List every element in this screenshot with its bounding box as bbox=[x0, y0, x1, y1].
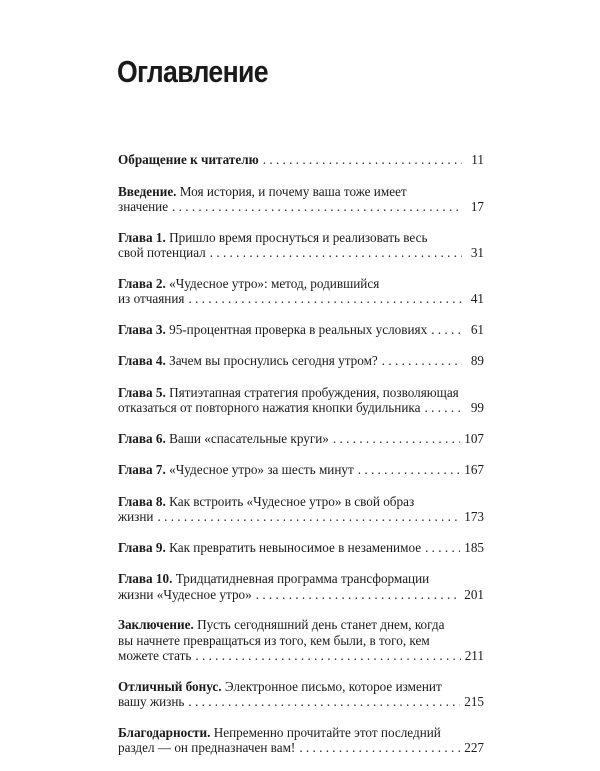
toc-entry-page: 227 bbox=[464, 740, 484, 755]
toc-entry-text: свой потенциал bbox=[118, 245, 206, 260]
toc-entry[interactable] bbox=[118, 184, 484, 215]
toc-entry-text: значение bbox=[118, 199, 169, 214]
toc-entry-line bbox=[118, 245, 484, 261]
leader-dots bbox=[195, 648, 460, 664]
toc-entry[interactable] bbox=[118, 276, 484, 307]
toc-entry-line bbox=[118, 617, 484, 633]
toc-entry-label: Глава 6. bbox=[118, 430, 166, 446]
toc-entry[interactable] bbox=[118, 152, 484, 168]
toc-entry-text: 95-процентная проверка в реальных условиях bbox=[165, 321, 428, 337]
leader-dots bbox=[431, 322, 462, 338]
toc-entry-line bbox=[118, 494, 484, 510]
toc-entry[interactable] bbox=[118, 462, 484, 478]
toc-entry[interactable] bbox=[118, 230, 484, 261]
toc-entry-line bbox=[118, 230, 484, 246]
leader-dots bbox=[210, 245, 462, 261]
toc-entry-line: вы начнете превращаться из того, кем были, в того, кем bbox=[118, 632, 430, 648]
toc-entry-label: Благодарности. bbox=[118, 724, 211, 740]
toc-entry-text: раздел — он предназначен вам! bbox=[118, 740, 296, 755]
toc-entry-text: вашу жизнь bbox=[118, 694, 185, 709]
toc-entry-line bbox=[118, 679, 484, 695]
toc-entry-page: 31 bbox=[470, 245, 484, 260]
toc-entry-text: Ваши «спасательные круги» bbox=[165, 430, 329, 446]
toc-entry-label: Заключение. bbox=[118, 617, 194, 632]
toc-entry-label: Глава 4. bbox=[118, 353, 166, 368]
toc-entry-text: Как превратить невыносимое в незаменимое bbox=[165, 539, 422, 555]
toc-entry-label: Глава 7. bbox=[118, 462, 166, 477]
toc-entry[interactable] bbox=[118, 431, 484, 447]
toc-entry-text: Моя история, и почему ваша тоже имеет bbox=[176, 183, 407, 199]
toc-entry-label: Глава 9. bbox=[118, 539, 166, 555]
toc-entry-text: Пусть сегодняшний день станет днем, когда bbox=[193, 617, 445, 632]
toc-entry-text: Пятиэтапная стратегия пробуждения, позволяющая bbox=[165, 384, 459, 400]
toc-entry-label: Глава 10. bbox=[118, 571, 173, 586]
toc-entry-page: 99 bbox=[470, 400, 484, 415]
toc-entry-text: «Чудесное утро»: метод, родившийся bbox=[165, 275, 380, 291]
toc-entry-line bbox=[118, 571, 484, 587]
toc-entry[interactable] bbox=[118, 322, 484, 338]
toc-entry-page: 211 bbox=[464, 648, 484, 663]
leader-dots bbox=[188, 291, 462, 307]
leader-dots bbox=[172, 199, 462, 215]
page-title: Оглавление bbox=[117, 54, 268, 89]
toc-entry-line bbox=[118, 291, 484, 307]
toc-entry-page: 215 bbox=[464, 694, 484, 709]
toc-entry-label: Введение. bbox=[118, 183, 177, 199]
toc-entry-text: Электронное письмо, которое изменит bbox=[221, 678, 442, 694]
toc-entry-line bbox=[118, 725, 484, 741]
toc-entry-line bbox=[118, 694, 484, 710]
toc-entry-label: Глава 3. bbox=[118, 321, 166, 337]
leader-dots bbox=[263, 152, 462, 168]
toc-entry-line bbox=[118, 400, 484, 416]
toc-entry-line bbox=[118, 648, 484, 664]
toc-entry[interactable] bbox=[118, 679, 484, 710]
toc-entry-text: из отчаяния bbox=[118, 291, 185, 306]
toc-entry-line bbox=[118, 587, 484, 603]
leader-dots bbox=[425, 540, 460, 556]
toc-entry[interactable] bbox=[118, 617, 484, 664]
leader-dots bbox=[188, 694, 460, 710]
toc-entry-page: 89 bbox=[470, 353, 484, 368]
leader-dots bbox=[256, 587, 460, 603]
toc-entry-text: Непременно прочитайте этот последний bbox=[210, 724, 441, 740]
toc-entry-label: Обращение к читателю bbox=[118, 152, 259, 167]
toc-entry-page: 173 bbox=[464, 509, 484, 524]
leader-dots bbox=[358, 462, 460, 478]
toc-entry-page: 167 bbox=[464, 462, 484, 477]
toc-entry-page: 17 bbox=[470, 199, 484, 214]
toc-entry-page: 41 bbox=[470, 291, 484, 306]
toc-entry-line bbox=[118, 276, 484, 292]
toc-entry-line bbox=[118, 385, 484, 401]
toc-entry-line bbox=[118, 199, 484, 215]
toc-entry-label: Глава 2. bbox=[118, 275, 166, 291]
toc-entry[interactable] bbox=[118, 540, 484, 556]
toc-entry-label: Глава 8. bbox=[118, 493, 166, 509]
toc-entry-line bbox=[118, 184, 484, 200]
leader-dots bbox=[425, 400, 463, 416]
toc-entry-text: Тридцатидневная программа трансформации bbox=[172, 571, 430, 586]
toc-entry-text: жизни bbox=[118, 509, 154, 524]
toc-entry-text: жизни «Чудесное утро» bbox=[118, 586, 252, 602]
toc-entry-line bbox=[118, 353, 484, 369]
leader-dots bbox=[382, 353, 462, 369]
toc-entry-line bbox=[118, 322, 484, 338]
toc-entry-text: можете стать bbox=[118, 648, 192, 663]
toc-entry-label: Глава 1. bbox=[118, 229, 166, 245]
toc-entry[interactable] bbox=[118, 571, 484, 602]
toc-entry-line bbox=[118, 152, 484, 168]
toc-entry-page: 185 bbox=[464, 539, 484, 555]
toc-entry[interactable] bbox=[118, 353, 484, 369]
toc-entry-label: Отличный бонус. bbox=[118, 678, 222, 694]
toc-entry-line bbox=[118, 509, 484, 525]
toc-entry-page: 201 bbox=[464, 586, 484, 602]
toc-entry-line bbox=[118, 462, 484, 478]
toc-entry-line bbox=[118, 740, 484, 756]
leader-dots bbox=[299, 740, 460, 756]
leader-dots bbox=[158, 509, 461, 525]
toc-entry-text: Пришло время проснуться и реализовать весь bbox=[165, 229, 428, 245]
toc-entry[interactable] bbox=[118, 725, 484, 756]
toc-entry[interactable] bbox=[118, 385, 484, 416]
toc-entry-text: отказаться от повторного нажатия кнопки будильника bbox=[118, 400, 421, 415]
toc-entry-line bbox=[118, 431, 484, 447]
toc-entry-text: Зачем вы проснулись сегодня утром? bbox=[165, 353, 378, 368]
toc-entry[interactable] bbox=[118, 494, 484, 525]
toc-entry-text: Как встроить «Чудесное утро» в свой образ bbox=[165, 493, 415, 509]
toc-entry-label: Глава 5. bbox=[118, 384, 166, 400]
toc-entry-text: «Чудесное утро» за шесть минут bbox=[165, 462, 354, 477]
toc-entry-page: 61 bbox=[470, 321, 484, 337]
toc-entry-page: 11 bbox=[471, 152, 484, 167]
table-of-contents bbox=[118, 152, 484, 771]
toc-entry-page: 107 bbox=[464, 430, 484, 446]
leader-dots bbox=[333, 431, 460, 447]
toc-entry-line bbox=[118, 540, 484, 556]
